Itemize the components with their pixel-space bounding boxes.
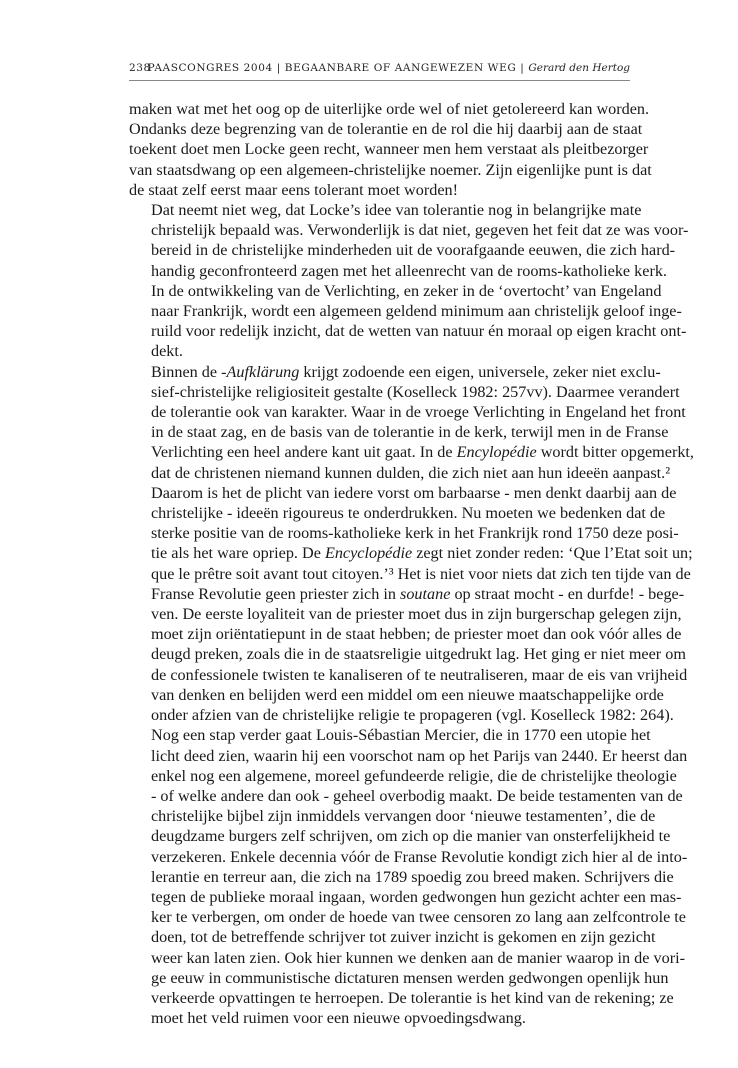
text-line: que le prêtre soit avant tout citoyen.’³ Het is niet voor niets dat zich ten tijde van de bbox=[151, 564, 691, 583]
italic-term: soutane bbox=[400, 584, 451, 603]
text-line: dekt. bbox=[151, 342, 183, 361]
text-line: handig geconfronteerd zagen met het alleenrecht van de rooms-katholieke kerk. bbox=[151, 261, 667, 280]
text-line: deugd preken, zoals die in de staatsreligie uitgedrukt lag. Het ging er niet meer om bbox=[151, 645, 686, 664]
running-author: Gerard den Hertog bbox=[528, 62, 630, 74]
text-line: verkeerde opvattingen te herroepen. De tolerantie is het kind van de rekening; ze bbox=[151, 988, 674, 1007]
text-line: sief-christelijke religiositeit gestalte (Koselleck 1982: 257vv). Daarmee verandert bbox=[151, 382, 680, 401]
body-text bbox=[129, 99, 694, 1028]
text-line: licht deed zien, waarin hij een voorschot nam op het Parijs van 2440. Er heerst dan bbox=[151, 746, 688, 765]
text-line: Nog een stap verder gaat Louis-Sébastian Mercier, die in 1770 een utopie het bbox=[151, 726, 651, 745]
text-line: de tolerantie ook van karakter. Waar in de vroege Verlichting in Engeland het front bbox=[151, 403, 686, 422]
text-line: weer kan laten zien. Ook hier kunnen we denken aan de manier waarop in de vori- bbox=[151, 948, 685, 967]
text-line: lerantie en terreur aan, die zich na 1789 spoedig zou breed maken. Schrijvers die bbox=[151, 867, 674, 886]
running-header bbox=[129, 62, 630, 80]
paragraph-4 bbox=[129, 725, 688, 1028]
text-line: christelijke - ideeën rigoureus te onderdrukken. Nu moeten we bedenken dat de bbox=[151, 504, 666, 523]
text-line: tegen de publieke moraal ingaan, worden gedwongen hun gezicht achter een mas- bbox=[151, 887, 682, 906]
text-line: christelijk bepaald was. Verwonderlijk is dat niet, gegeven het feit dat ze was voor- bbox=[151, 221, 689, 240]
text-line: ven. De eerste loyaliteit van de priester moet dus in zijn burgerschap gelegen zijn, bbox=[151, 605, 682, 624]
text-line: ker te verbergen, om onder de hoede van twee censoren zo lang aan zelfcontrole te bbox=[151, 908, 686, 927]
page-number: 238 bbox=[129, 62, 151, 74]
header-rule bbox=[129, 80, 630, 81]
text-line: sterke positie van de rooms-katholieke kerk in het Frankrijk rond 1750 deze posi- bbox=[151, 524, 679, 543]
paragraph-3 bbox=[129, 362, 694, 726]
text-line: verzekeren. Enkele decennia vóór de Franse Revolutie kondigt zich hier al de into- bbox=[151, 847, 688, 866]
italic-term: Aufklärung bbox=[226, 362, 300, 381]
text-line: de confessionele twisten te kanaliseren of te neutraliseren, maar de eis van vrijheid bbox=[151, 665, 688, 684]
text-line: bereid in de christelijke minderheden uit de voorafgaande eeuwen, die zich hard- bbox=[151, 241, 676, 260]
text-line: - of welke andere dan ook - geheel overbodig maakt. De beide testamenten van de bbox=[151, 786, 683, 805]
text-line: naar Frankrijk, wordt een algemeen geldend minimum aan christelijk geloof inge- bbox=[151, 302, 682, 321]
text-line: Verlichting een heel andere kant uit gaat. In de Encylopédie wordt bitter opgemerkt, bbox=[151, 443, 694, 462]
text-line: In de ontwikkeling van de Verlichting, en zeker in de ‘overtocht’ van Engeland bbox=[151, 281, 662, 300]
italic-term: Encylopédie bbox=[456, 443, 537, 462]
text-line: Dat neemt niet weg, dat Locke’s idee van tolerantie nog in belangrijke mate bbox=[151, 201, 642, 220]
text-line: in de staat zag, en de basis van de tolerantie in de kerk, terwijl men in de Franse bbox=[151, 423, 669, 442]
running-title-text: PAASCONGRES 2004 | BEGAANBARE OF AANGEWEZEN WEG | bbox=[147, 62, 529, 74]
text-line: doen, tot de betreffende schrijver tot zuiver inzicht is gekomen en zijn gezicht bbox=[151, 928, 656, 947]
text-line: deugdzame burgers zelf schrijven, om zich op die manier van onsterfelijkheid te bbox=[151, 827, 671, 846]
italic-term: Encyclopédie bbox=[324, 544, 413, 563]
text-line: tie als het ware opriep. De Encyclopédie zegt niet zonder reden: ‘Que l’Etat soit un; bbox=[151, 544, 693, 563]
text-line: christelijke bijbel zijn inmiddels vervangen door ‘nieuwe testamenten’, die de bbox=[151, 807, 656, 826]
text-line: Franse Revolutie geen priester zich in soutane op straat mocht - en durfde! - bege- bbox=[151, 584, 685, 603]
text-line: moet het veld ruimen voor een nieuwe opvoedingsdwang. bbox=[151, 1009, 526, 1028]
paragraph-1 bbox=[129, 99, 652, 200]
text-line: dat de christenen niemand kunnen dulden, die zich niet aan hun ideeën aanpast.² bbox=[151, 463, 671, 482]
text-line: moet zijn oriëntatiepunt in de staat hebben; de priester moet dan ook vóór alles de bbox=[151, 625, 682, 644]
text-line: de staat zelf eerst maar eens tolerant moet worden! bbox=[129, 180, 458, 199]
text-line: ruild voor redelijk inzicht, dat de wetten van natuur én moraal op eigen kracht ont- bbox=[151, 322, 687, 341]
text-line: van denken en belijden werd een middel om een nieuwe maatschappelijke orde bbox=[151, 685, 664, 704]
text-line: Daarom is het de plicht van iedere vorst om barbaarse - men denkt daarbij aan de bbox=[151, 483, 677, 502]
text-line: Ondanks deze begrenzing van de tolerantie en de rol die hij daarbij aan de staat bbox=[129, 120, 643, 139]
text-line: toekent doet men Locke geen recht, wanneer men hem verstaat als pleitbezorger bbox=[129, 140, 649, 159]
text-line: Binnen de -Aufklärung krijgt zodoende een eigen, universele, zeker niet exclu- bbox=[151, 362, 661, 381]
text-line: onder afzien van de christelijke religie te propageren (vgl. Koselleck 1982: 264). bbox=[151, 706, 674, 725]
text-line: maken wat met het oog op de uiterlijke orde wel of niet getolereerd kan worden. bbox=[129, 100, 650, 118]
paragraph-2 bbox=[129, 200, 689, 362]
text-line: van staatsdwang op een algemeen-christelijke noemer. Zijn eigenlijke punt is dat bbox=[129, 160, 652, 179]
running-title bbox=[148, 62, 630, 74]
text-line: enkel nog een algemene, moreel gefundeerde religie, die de christelijke theologie bbox=[151, 766, 677, 785]
text-line: ge eeuw in communistische dictaturen mensen werden gedwongen openlijk hun bbox=[151, 968, 669, 987]
